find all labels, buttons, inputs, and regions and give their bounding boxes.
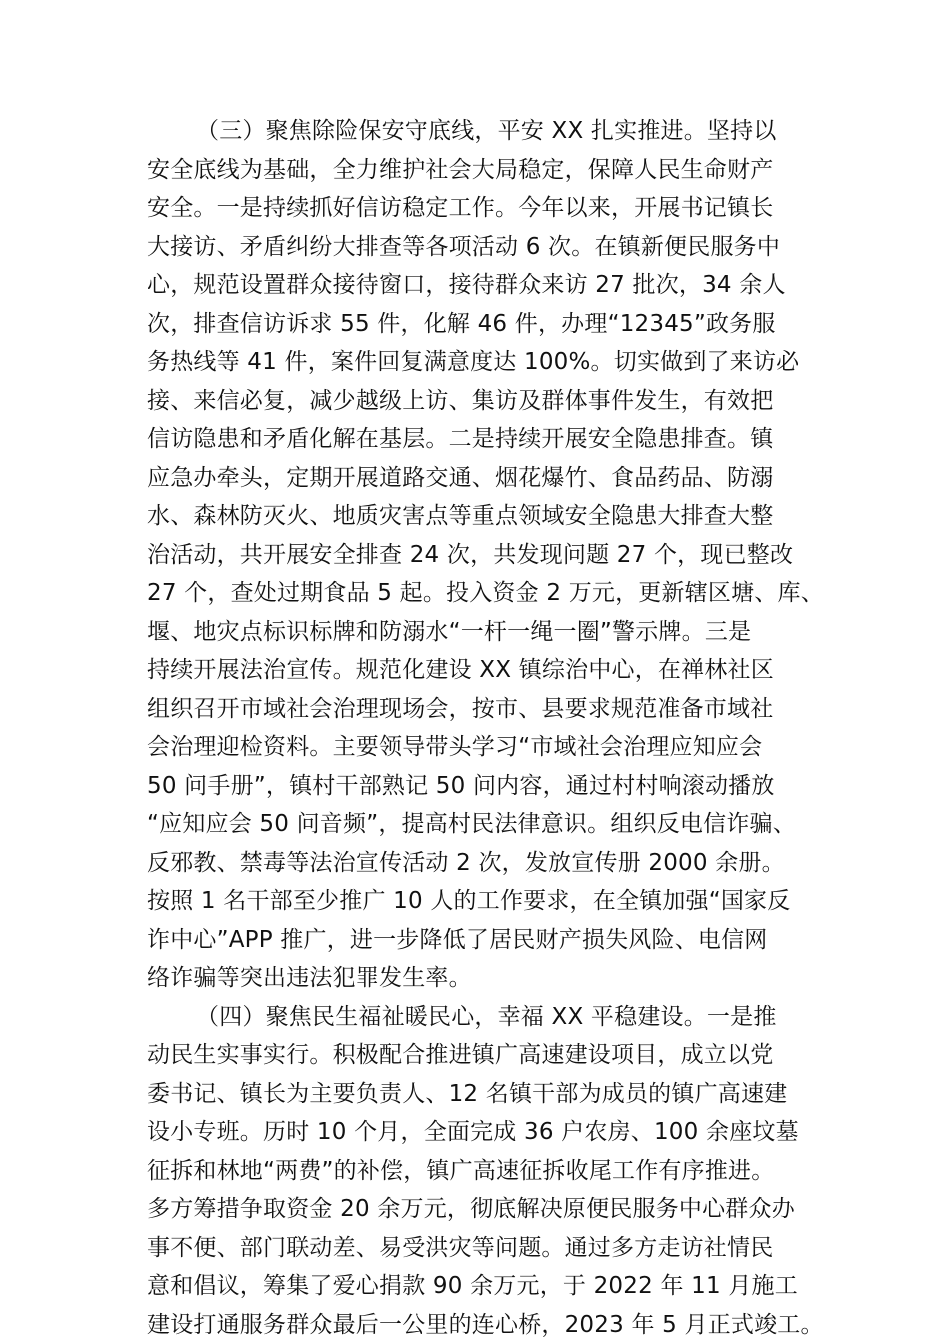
text-line: 按照 1 名干部至少推广 10 人的工作要求，在全镇加强“国家反 [147,888,791,914]
text-line: 27 个，查处过期食品 5 起。投入资金 2 万元，更新辖区塘、库、 [147,580,824,606]
text-line: 心，规范设置群众接待窗口，接待群众来访 27 批次，34 余人 [147,272,786,298]
text-line: 建设打通服务群众最后一公里的连心桥，2023 年 5 月正式竣工。 [147,1311,824,1338]
text-line: 信访隐患和矛盾化解在基层。二是持续开展安全隐患排查。镇 [147,426,774,452]
text-line: 持续开展法治宣传。规范化建设 XX 镇综治中心，在禅林社区 [147,657,774,683]
text-line: “应知应会 50 问音频”，提高村民法律意识。组织反电信诈骗、 [147,811,796,837]
text-line: 事不便、部门联动差、易受洪灾等问题。通过多方走访社情民 [147,1234,774,1261]
text-line: 50 问手册”，镇村干部熟记 50 问内容，通过村村响滚动播放 [147,772,775,799]
text-line: 多方筹措争取资金 20 余万元，彻底解决原便民服务中心群众办 [147,1196,795,1222]
text-line: 接、来信必复，减少越级上访、集访及群体事件发生，有效把 [147,387,774,414]
text-line: 征拆和林地“两费”的补偿，镇广高速征拆收尾工作有序推进。 [147,1157,775,1184]
text-line: 务热线等 41 件，案件回复满意度达 100%。切实做到了来访必 [147,349,800,375]
text-line: 水、森林防灭火、地质灾害点等重点领域安全隐患大排查大整 [147,503,774,529]
text-line: 设小专班。历时 10 个月，全面完成 36 户农房、100 余座坟墓 [147,1119,799,1145]
text-line: 次，排查信访诉求 55 件，化解 46 件，办理“12345”政务服 [147,310,776,337]
document-body [147,112,827,1344]
text-line: 反邪教、禁毒等法治宣传活动 2 次，发放宣传册 2000 余册。 [147,849,785,876]
text-line: 诈中心”APP 推广，进一步降低了居民财产损失风险、电信网 [147,926,768,953]
text-line: （四）聚焦民生福祉暖民心，幸福 XX 平稳建设。一是推 [196,1003,777,1030]
text-line: 安全底线为基础，全力维护社会大局稳定，保障人民生命财产 [147,156,774,183]
text-line: 络诈骗等突出违法犯罪发生率。 [147,965,472,991]
text-line: 组织召开市域社会治理现场会，按市、县要求规范准备市域社 [147,695,774,722]
text-line: 堰、地灾点标识标牌和防溺水“一杆一绳一圈”警示牌。三是 [147,618,752,645]
text-line: 安全。一是持续抓好信访稳定工作。今年以来，开展书记镇长 [147,195,774,221]
text-line: 会治理迎检资料。主要领导带头学习“市域社会治理应知应会 [147,734,763,760]
text-line: 大接访、矛盾纠纷大排查等各项活动 6 次。在镇新便民服务中 [147,233,781,260]
text-line: 治活动，共开展安全排查 24 次，共发现问题 27 个，现已整改 [147,541,794,568]
text-line: 委书记、镇长为主要负责人、12 名镇干部为成员的镇广高速建 [147,1080,788,1107]
text-line: 意和倡议，筹集了爱心捐款 90 余万元，于 2022 年 11 月施工 [147,1273,798,1299]
text-line: 应急办牵头，定期开展道路交通、烟花爆竹、食品药品、防溺 [147,464,774,491]
text-line: （三）聚焦除险保安守底线，平安 XX 扎实推进。坚持以 [196,118,777,144]
text-line: 动民生实事实行。积极配合推进镇广高速建设项目，成立以党 [147,1042,774,1068]
